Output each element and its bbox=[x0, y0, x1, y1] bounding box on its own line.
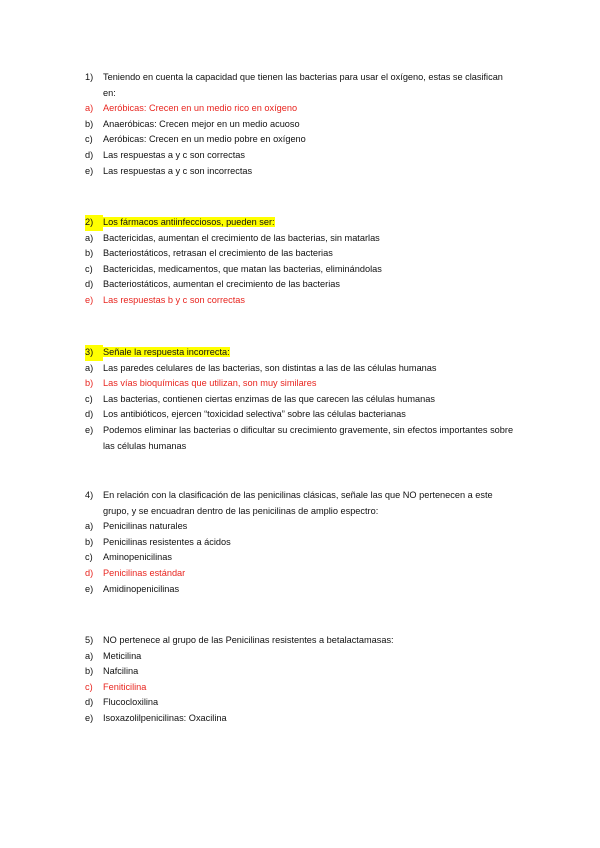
option-text: Las paredes celulares de las bacterias, son distintas a las de las células humanas bbox=[103, 362, 437, 373]
option-text: Penicilinas resistentes a ácidos bbox=[103, 536, 231, 547]
option-text: Podemos eliminar las bacterias o dificultar su crecimiento gravemente, sin efectos importantes sobre las células humanas bbox=[103, 424, 514, 451]
option-list bbox=[85, 649, 515, 727]
option-text: Penicilinas naturales bbox=[103, 521, 188, 532]
option-c bbox=[85, 132, 515, 148]
option-letter: a) bbox=[85, 362, 94, 373]
option-d bbox=[85, 407, 515, 423]
option-e bbox=[85, 164, 515, 180]
option-text: Penicilinas estándar bbox=[103, 567, 186, 578]
option-e bbox=[85, 711, 515, 727]
option-letter: c) bbox=[85, 681, 93, 692]
option-letter: a) bbox=[85, 103, 94, 114]
option-text: Aeróbicas: Crecen en un medio pobre en oxígeno bbox=[103, 134, 306, 145]
question-number: 3) bbox=[85, 345, 103, 361]
option-text: Bactericidas, aumentan el crecimiento de las bacterias, sin matarlas bbox=[103, 232, 380, 243]
question-4 bbox=[85, 488, 515, 597]
option-list bbox=[85, 231, 515, 309]
question-text: Teniendo en cuenta la capacidad que tienen las bacterias para usar el oxígeno, estas se clasifican en: bbox=[103, 72, 503, 98]
question-number: 1) bbox=[85, 72, 94, 82]
option-letter: e) bbox=[85, 583, 94, 594]
option-letter: a) bbox=[85, 521, 94, 532]
option-letter: c) bbox=[85, 393, 93, 404]
option-d bbox=[85, 566, 515, 582]
option-letter: d) bbox=[85, 279, 94, 290]
option-b bbox=[85, 246, 515, 262]
option-c bbox=[85, 392, 515, 408]
option-letter: e) bbox=[85, 165, 94, 176]
option-a bbox=[85, 361, 515, 377]
option-b bbox=[85, 535, 515, 551]
option-text: Amidinopenicilinas bbox=[103, 583, 180, 594]
option-text: Bacteriostáticos, retrasan el crecimiento de las bacterias bbox=[103, 248, 333, 259]
question-text: NO pertenece al grupo de las Penicilinas resistentes a betalactamasas: bbox=[103, 635, 394, 645]
question-stem bbox=[85, 70, 515, 101]
option-c bbox=[85, 680, 515, 696]
option-letter: e) bbox=[85, 712, 94, 723]
option-text: Isoxazolilpenicilinas: Oxacilina bbox=[103, 712, 227, 723]
option-letter: e) bbox=[85, 424, 94, 435]
option-text: Aminopenicilinas bbox=[103, 552, 172, 563]
option-b bbox=[85, 664, 515, 680]
option-text: Bactericidas, medicamentos, que matan las bacterias, eliminándolas bbox=[103, 263, 382, 274]
option-letter: d) bbox=[85, 409, 94, 420]
option-text: Las respuestas a y c son correctas bbox=[103, 149, 245, 160]
option-d bbox=[85, 695, 515, 711]
option-d bbox=[85, 277, 515, 293]
question-number: 2) bbox=[85, 215, 103, 231]
option-letter: d) bbox=[85, 697, 94, 708]
option-e bbox=[85, 423, 515, 454]
option-list bbox=[85, 101, 515, 179]
option-text: Aeróbicas: Crecen en un medio rico en oxígeno bbox=[103, 103, 298, 114]
option-d bbox=[85, 148, 515, 164]
option-letter: b) bbox=[85, 666, 94, 677]
question-stem bbox=[85, 633, 515, 649]
option-a bbox=[85, 231, 515, 247]
option-b bbox=[85, 376, 515, 392]
option-e bbox=[85, 582, 515, 598]
option-text: Feniticilina bbox=[103, 681, 147, 692]
option-letter: b) bbox=[85, 248, 94, 259]
question-3 bbox=[85, 345, 515, 454]
option-a bbox=[85, 101, 515, 117]
option-text: Flucocloxilina bbox=[103, 697, 159, 708]
option-text: Las bacterias, contienen ciertas enzimas de las que carecen las células humanas bbox=[103, 393, 435, 404]
question-text: En relación con la clasificación de las penicilinas clásicas, señale las que NO pertenecen a este grupo, y se encuadran dentro de las penicilinas de amplio espectro: bbox=[103, 490, 493, 516]
option-text: Nafcilina bbox=[103, 666, 139, 677]
option-letter: c) bbox=[85, 552, 93, 563]
option-a bbox=[85, 519, 515, 535]
option-letter: e) bbox=[85, 294, 94, 305]
option-letter: c) bbox=[85, 134, 93, 145]
question-text: Señale la respuesta incorrecta: bbox=[103, 347, 230, 357]
question-stem bbox=[85, 215, 515, 231]
question-1 bbox=[85, 70, 515, 179]
option-letter: d) bbox=[85, 149, 94, 160]
option-list bbox=[85, 361, 515, 455]
option-list bbox=[85, 519, 515, 597]
question-stem bbox=[85, 345, 515, 361]
option-a bbox=[85, 649, 515, 665]
option-text: Anaeróbicas: Crecen mejor en un medio acuoso bbox=[103, 118, 300, 129]
option-text: Las vías bioquímicas que utilizan, son muy similares bbox=[103, 378, 317, 389]
option-text: Las respuestas b y c son correctas bbox=[103, 294, 245, 305]
option-letter: d) bbox=[85, 567, 94, 578]
option-c bbox=[85, 550, 515, 566]
option-letter: a) bbox=[85, 650, 94, 661]
option-c bbox=[85, 262, 515, 278]
question-2 bbox=[85, 215, 515, 309]
option-text: Los antibióticos, ejercen “toxicidad selectiva” sobre las células bacterianas bbox=[103, 409, 406, 420]
question-stem bbox=[85, 488, 515, 519]
option-text: Bacteriostáticos, aumentan el crecimiento de las bacterias bbox=[103, 279, 340, 290]
option-text: Meticilina bbox=[103, 650, 142, 661]
option-letter: b) bbox=[85, 118, 94, 129]
option-letter: b) bbox=[85, 378, 94, 389]
option-letter: c) bbox=[85, 263, 93, 274]
question-number: 4) bbox=[85, 490, 94, 500]
option-b bbox=[85, 117, 515, 133]
option-text: Las respuestas a y c son incorrectas bbox=[103, 165, 253, 176]
option-letter: b) bbox=[85, 536, 94, 547]
question-5 bbox=[85, 633, 515, 727]
option-e bbox=[85, 293, 515, 309]
question-number: 5) bbox=[85, 635, 94, 645]
option-letter: a) bbox=[85, 232, 94, 243]
question-text: Los fármacos antiinfecciosos, pueden ser: bbox=[103, 217, 275, 227]
